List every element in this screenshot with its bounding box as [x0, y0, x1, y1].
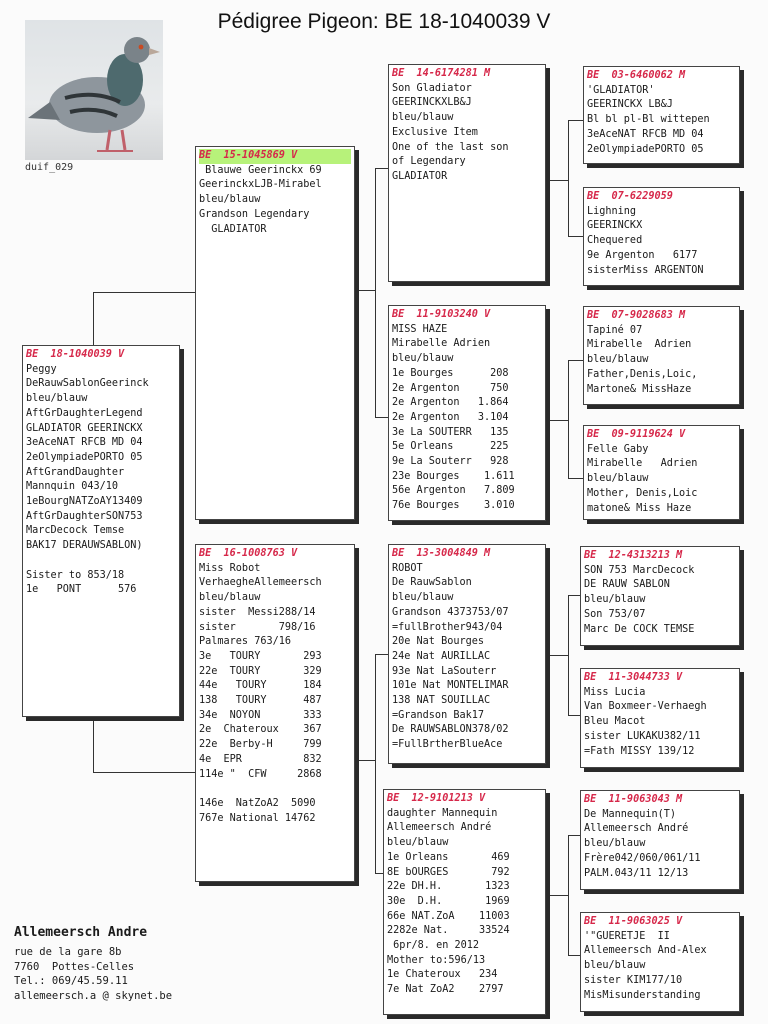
pedigree-line: sisterMiss ARGENTON [587, 264, 704, 276]
pedigree-line: 7e Nat ZoA2 2797 [387, 984, 504, 996]
pigeon-photo [25, 20, 163, 160]
pedigree-mmm [580, 912, 740, 1012]
pedigree-line: DeRauwSablonGeerinck [26, 378, 149, 390]
connector [375, 654, 376, 873]
pedigree-line: 30e D.H. 1969 [387, 895, 510, 907]
pedigree-line: 1e Bourges 208 [392, 367, 509, 379]
connector [357, 760, 375, 761]
pedigree-line: 24e Nat AURILLAC [392, 650, 491, 662]
pedigree-line: 76e Bourges 3.010 [392, 500, 515, 512]
pedigree-line [26, 554, 176, 569]
pedigree-line: Van Boxmeer-Verhaegh [584, 701, 707, 713]
connector [568, 478, 583, 479]
pedigree-line: Son 753/07 [584, 608, 646, 620]
pedigree-line: GeerinckxLJB-Mirabel [199, 179, 322, 191]
pedigree-line: GLADIATOR GEERINCKX [26, 422, 143, 434]
pedigree-line: 3e La SOUTERR 135 [392, 426, 509, 438]
pedigree-line: 114e " CFW 2868 [199, 768, 322, 780]
pedigree-line: GEERINCKX LB&J [587, 99, 673, 111]
pedigree-line: ROBOT [392, 562, 423, 574]
ring-number: BE 11-9063043 M [584, 794, 683, 805]
pedigree-line: 101e Nat MONTELIMAR [392, 680, 509, 692]
pedigree-line: MarcDecock Temse [26, 525, 125, 537]
pedigree-line: Frère042/060/061/11 [584, 852, 701, 864]
pedigree-line: 138 TOURY 487 [199, 695, 322, 707]
ring-number: BE 12-4313213 M [584, 550, 683, 561]
pedigree-line: 22e DH.H. 1323 [387, 881, 510, 893]
email-line: allemeersch.a @ skynet.be [14, 989, 173, 1002]
pedigree-line: Mirabelle Adrien [587, 458, 698, 470]
ring-number: BE 12-9101213 V [387, 793, 486, 804]
pedigree-line: Peggy [26, 363, 57, 375]
pedigree-line: Allemeersch André [584, 823, 689, 835]
pedigree-line: 2eOlympiadePORTO 05 [26, 451, 143, 463]
address-line: 7760 Pottes-Celles [14, 960, 135, 973]
ring-number: BE 18-1040039 V [26, 349, 125, 360]
pedigree-line: bleu/blauw [584, 838, 646, 850]
pedigree-line: SON 753 MarcDecock [584, 564, 695, 576]
pedigree-main [22, 345, 180, 717]
connector [375, 168, 388, 169]
pedigree-line: Miss Lucia [584, 686, 646, 698]
pedigree-mfm [580, 668, 740, 768]
pedigree-line: VerhaegheAllemeersch [199, 577, 322, 589]
pedigree-line: PALM.043/11 12/13 [584, 867, 689, 879]
pedigree-fmf [583, 306, 740, 405]
pedigree-line: Bl bl pl-Bl wittepen [587, 114, 710, 126]
connector [568, 835, 569, 955]
pedigree-line: 3eAceNAT RFCB MD 04 [26, 437, 143, 449]
pedigree-line: DE RAUW SABLON [584, 579, 670, 591]
connector [568, 595, 569, 715]
ring-number: BE 14-6174281 M [392, 68, 491, 79]
pedigree-line: 2e Argenton 750 [392, 382, 509, 394]
pedigree-line: 146e NatZoA2 5090 [199, 797, 316, 809]
pedigree-father [195, 146, 355, 520]
pedigree-line: Sister to 853/18 [26, 569, 125, 581]
pedigree-line: '"GUERETJE II [584, 930, 670, 942]
phone-line: Tel.: 069/45.59.11 [14, 975, 128, 987]
pedigree-line: bleu/blauw [26, 393, 88, 405]
pedigree-line: Father,Denis,Loic, [587, 368, 698, 380]
ring-number: BE 09-9119624 V [587, 429, 686, 440]
pedigree-mother [195, 544, 355, 882]
pedigree-line: bleu/blauw [584, 594, 646, 606]
photo-caption: duif_029 [25, 162, 74, 173]
pedigree-line: 56e Argenton 7.809 [392, 485, 515, 497]
pedigree-line: bleu/blauw [392, 592, 454, 604]
pedigree-line: 34e NOYON 333 [199, 709, 322, 721]
pedigree-line: Mirabelle Adrien [392, 338, 491, 350]
pedigree-line: bleu/blauw [587, 354, 649, 366]
pedigree-line: 44e TOURY 184 [199, 680, 322, 692]
ring-number: BE 07-9028683 M [587, 310, 686, 321]
pedigree-line: sister KIM177/10 [584, 974, 683, 986]
pedigree-line: bleu/blauw [199, 194, 261, 206]
pedigree-mf [388, 544, 546, 764]
pedigree-line: 22e Berby-H 799 [199, 739, 322, 751]
pedigree-line: sister 798/16 [199, 621, 316, 633]
pedigree-line: Felle Gaby [587, 443, 649, 455]
pedigree-line: Palmares 763/16 [199, 636, 292, 648]
pedigree-line: GEERINCKXLB&J [392, 97, 472, 109]
connector [548, 895, 568, 896]
pedigree-line: =Grandson Bak17 [392, 709, 485, 721]
connector [548, 180, 568, 181]
address-line: rue de la gare 8b [14, 946, 122, 958]
ring-number: BE 03-6460062 M [587, 70, 686, 81]
connector [548, 655, 568, 656]
connector [568, 360, 583, 361]
pedigree-line: =fullBrother943/04 [392, 621, 503, 633]
pedigree-line: bleu/blauw [584, 960, 646, 972]
pedigree-line: sister Messi288/14 [199, 606, 316, 618]
pedigree-line: 138 NAT SOUILLAC [392, 695, 491, 707]
pedigree-line: 2eOlympiadePORTO 05 [587, 143, 704, 155]
pedigree-line: 2e Argenton 1.864 [392, 397, 509, 409]
pedigree-line: 'GLADIATOR' [587, 84, 655, 96]
pedigree-mff [580, 546, 740, 646]
pedigree-line: AftGrandDaughter [26, 466, 125, 478]
pedigree-line: bleu/blauw [392, 353, 454, 365]
pedigree-line: 1e PONT 576 [26, 584, 137, 596]
pedigree-line: Mannquin 043/10 [26, 481, 119, 493]
pedigree-ff [388, 64, 546, 282]
pedigree-line: AftGrDaughterSON753 [26, 510, 143, 522]
pedigree-line: 2e Chateroux 367 [199, 724, 322, 736]
connector [375, 654, 388, 655]
pedigree-line: 1e Orleans 469 [387, 851, 510, 863]
connector [548, 420, 568, 421]
ring-number: BE 13-3004849 M [392, 548, 491, 559]
pedigree-line: Blauwe Geerinckx 69 [199, 164, 322, 176]
pedigree-line: Grandson Legendary [199, 208, 310, 220]
pedigree-line: GEERINCKX [587, 220, 643, 232]
pedigree-line: bleu/blauw [392, 112, 454, 124]
pedigree-line: De Mannequin(T) [584, 808, 677, 820]
pedigree-line: GLADIATOR [392, 170, 448, 182]
pedigree-line: Mother to:596/13 [387, 954, 486, 966]
pedigree-line: Mirabelle Adrien [587, 339, 692, 351]
pedigree-line: Son Gladiator [392, 82, 472, 94]
pedigree-line: 22e TOURY 329 [199, 665, 322, 677]
pedigree-line: 8E bOURGES 792 [387, 866, 510, 878]
pedigree-line: sister LUKAKU382/11 [584, 730, 701, 742]
pedigree-line: MisMisunderstanding [584, 989, 701, 1001]
pedigree-line: daughter Mannequin [387, 807, 498, 819]
owner-address [14, 945, 172, 1003]
connector [93, 772, 195, 773]
pedigree-line: 3eAceNAT RFCB MD 04 [587, 128, 704, 140]
pedigree-line: bleu/blauw [587, 473, 649, 485]
pedigree-line: 2282e Nat. 33524 [387, 925, 510, 937]
pedigree-line: 66e NAT.ZoA 11003 [387, 910, 510, 922]
ring-number: BE 11-9103240 V [392, 309, 491, 320]
pedigree-line: bleu/blauw [199, 592, 261, 604]
pedigree-line: 2e Argenton 3.104 [392, 411, 509, 423]
pedigree-line: BAK17 DERAUWSABLON) [26, 540, 143, 552]
connector [93, 292, 94, 346]
pedigree-ffm [583, 187, 740, 286]
pedigree-line [199, 782, 351, 797]
connector [357, 290, 375, 291]
pedigree-line: bleu/blauw [387, 837, 449, 849]
pedigree-line: 9e Argenton 6177 [587, 249, 698, 261]
owner-name: Allemeersch Andre [14, 925, 148, 940]
pedigree-line: 20e Nat Bourges [392, 636, 485, 648]
pedigree-line: matone& Miss Haze [587, 502, 692, 514]
pedigree-mm [383, 789, 546, 1015]
connector [93, 292, 195, 293]
pedigree-line: One of the last son [392, 141, 509, 153]
pedigree-line: 1eBourgNATZoAY13409 [26, 496, 143, 508]
pedigree-line: GLADIATOR [199, 223, 267, 235]
connector [93, 721, 94, 773]
pedigree-mmf [580, 790, 740, 890]
pedigree-line: Lighning [587, 205, 637, 217]
pedigree-line: Grandson 4373753/07 [392, 606, 509, 618]
ring-number: BE 16-1008763 V [199, 548, 298, 559]
connector [568, 360, 569, 478]
pedigree-fff [583, 66, 740, 164]
pedigree-line: Bleu Macot [584, 716, 646, 728]
pedigree-line: of Legendary [392, 156, 466, 168]
pedigree-fmm [583, 425, 740, 520]
pedigree-line: Miss Robot [199, 562, 261, 574]
pedigree-line: 6pr/8. en 2012 [387, 940, 480, 952]
pigeon-icon [25, 20, 163, 160]
pedigree-line: De RAUWSABLON378/02 [392, 724, 509, 736]
pedigree-line: 23e Bourges 1.611 [392, 470, 515, 482]
pedigree-line: =FullBrtherBlueAce [392, 739, 503, 751]
pedigree-line: 5e Orleans 225 [392, 441, 509, 453]
pedigree-fm [388, 305, 546, 521]
pedigree-line: Tapiné 07 [587, 324, 643, 336]
pedigree-line: 9e La Souterr 928 [392, 456, 509, 468]
pedigree-line: =Fath MISSY 139/12 [584, 745, 695, 757]
connector [375, 417, 388, 418]
pedigree-line: 1e Chateroux 234 [387, 969, 498, 981]
connector [568, 236, 583, 237]
pedigree-line: De RauwSablon [392, 577, 472, 589]
pedigree-line: Marc De COCK TEMSE [584, 623, 695, 635]
pedigree-line: Mother, Denis,Loic [587, 487, 698, 499]
connector [568, 120, 583, 121]
pedigree-line: 93e Nat LaSouterr [392, 665, 497, 677]
page-title: Pédigree Pigeon: BE 18-1040039 V [217, 10, 551, 33]
pedigree-line: Exclusive Item [392, 126, 478, 138]
pedigree-line: 4e EPR 832 [199, 753, 322, 765]
pedigree-line: 3e TOURY 293 [199, 650, 322, 662]
ring-number: BE 11-3044733 V [584, 672, 683, 683]
pedigree-line: Martone& MissHaze [587, 383, 692, 395]
ring-number: BE 11-9063025 V [584, 916, 683, 927]
ring-number: BE 07-6229059 [587, 191, 673, 202]
connector [375, 168, 376, 417]
pedigree-line: AftGrDaughterLegend [26, 407, 143, 419]
pedigree-line: Allemeersch André [387, 822, 492, 834]
pedigree-line: Allemeersch And-Alex [584, 945, 707, 957]
pedigree-line: Chequered [587, 235, 643, 247]
pedigree-line: 767e National 14762 [199, 812, 316, 824]
connector [568, 120, 569, 236]
ring-number: BE 15-1045869 V [199, 149, 351, 164]
pedigree-line: MISS HAZE [392, 323, 448, 335]
